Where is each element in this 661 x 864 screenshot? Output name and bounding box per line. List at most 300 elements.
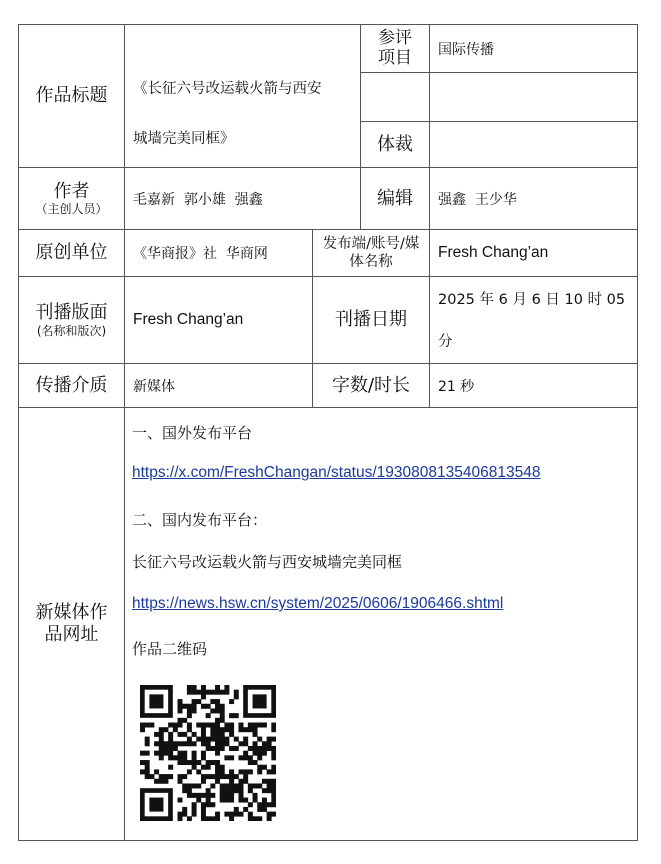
qr-module [210,723,215,728]
medium-value-text: 新媒体 [133,378,175,395]
eval-extra-value-blank [430,73,637,121]
genre-label-text: 体裁 [377,133,413,155]
qr-module [220,708,225,713]
date-label [313,277,429,363]
qr-module [262,779,267,784]
qr-module [206,798,211,803]
qr-module [168,755,173,760]
qr-module [271,769,276,774]
qr-module [187,769,192,774]
qr-module [201,816,206,821]
qr-module [271,723,276,728]
qr-module [253,751,258,756]
qr-module [234,788,239,793]
qr-module [262,723,267,728]
qr-module [196,699,201,704]
qr-module [159,751,164,756]
qr-module [201,807,206,812]
qr-module [215,741,220,746]
qr-module [206,816,211,821]
qr-module [257,723,262,728]
qr-module [224,723,229,728]
qr-module [234,812,239,817]
qr-module [210,793,215,798]
qr-module [229,774,234,779]
qr-module [224,741,229,746]
qr-module [206,774,211,779]
domestic-title: 长征六号改运载火箭与西安城墙完美同框 [132,553,403,571]
qr-module [243,755,248,760]
qr-module [210,760,215,765]
qr-module [257,755,262,760]
qr-module [271,783,276,788]
url-label [19,408,124,840]
date-line-2: 分 [438,334,453,350]
qr-module [210,737,215,742]
qr-module [215,769,220,774]
qr-module [201,779,206,784]
publisher-label-text: 发布端/账号/媒体名称 [322,235,420,270]
qr-module [182,783,187,788]
qr-module [215,779,220,784]
qr-module [262,741,267,746]
eval-item-label [361,25,429,72]
qr-module [220,746,225,751]
qr-module [201,793,206,798]
work-title-line-1: 《长征六号改运载火箭与西安 [133,81,322,97]
qr-module [192,751,197,756]
qr-module [229,713,234,718]
qr-module [187,727,192,732]
qr-module [238,727,243,732]
qr-module [154,732,159,737]
qr-module [182,732,187,737]
qr-module [229,788,234,793]
qr-module [182,760,187,765]
qr-module [140,723,145,728]
qr-module [243,727,248,732]
qr-module [224,727,229,732]
qr-module [163,741,168,746]
title-label [19,25,124,167]
qr-module [238,788,243,793]
qr-module [178,732,183,737]
qr-module [178,718,183,723]
unit-value-text: 《华商报》社 华商网 [133,246,268,262]
qr-module [229,816,234,821]
qr-module [234,746,239,751]
qr-module [215,699,220,704]
qr-module [163,774,168,779]
qr-module [149,798,163,812]
editor-label-text: 编辑 [377,187,413,209]
qr-module [271,746,276,751]
domestic-heading: 二、国内发布平台： [132,511,268,529]
qr-module [168,737,173,742]
qr-module [253,760,258,765]
qr-module [187,713,192,718]
qr-module [229,732,234,737]
qr-module [149,774,154,779]
qr-module [196,793,201,798]
qr-module [238,741,243,746]
qr-module [149,723,154,728]
qr-module [271,755,276,760]
qr-module [182,741,187,746]
qr-module [182,807,187,812]
qr-module [243,779,248,784]
qr-module [192,732,197,737]
qr-module [159,774,164,779]
qr-module [267,812,272,817]
qr-module [163,779,168,784]
qr-module [243,741,248,746]
eval-extra-blank [361,73,429,121]
qr-module [253,816,258,821]
qr-module [140,769,145,774]
qr-module [187,816,192,821]
unit-value [125,230,312,276]
table-line [124,24,125,841]
work-title-line-2: 城墙完美同框》 [133,131,235,147]
qr-module [238,812,243,817]
qr-module [178,723,183,728]
qr-module [201,751,206,756]
qr-module [262,798,267,803]
qr-module [192,802,197,807]
qr-module [159,755,164,760]
qr-module [182,788,187,793]
qr-module [159,727,164,732]
qr-module [229,812,234,817]
qr-module [201,694,206,699]
qr-module [248,746,253,751]
qr-module [178,812,183,817]
qr-module [201,812,206,817]
qr-module [168,765,173,770]
qr-module [182,774,187,779]
qr-module [140,751,145,756]
qr-module [182,751,187,756]
qr-module [224,774,229,779]
qr-module [238,783,243,788]
qr-module [182,812,187,817]
eval-item-label-text: 参评项目 [378,27,412,68]
qr-module [187,788,192,793]
qr-module [257,816,262,821]
qr-module [206,802,211,807]
qr-module [178,760,183,765]
publisher-value-text: Fresh Chang’an [438,244,549,261]
qr-module [145,760,150,765]
qr-module [215,690,220,695]
qr-module [206,788,211,793]
qr-module [192,755,197,760]
qr-module [187,737,192,742]
qr-module [267,788,272,793]
foreign-heading: 一、国外发布平台 [132,424,253,442]
qr-module [271,737,276,742]
qr-module [257,802,262,807]
qr-module [220,793,225,798]
qr-module [178,699,183,704]
qr-module [243,769,248,774]
qr-module [248,760,253,765]
qr-module [271,793,276,798]
qr-module [192,783,197,788]
qr-module [220,718,225,723]
qr-label: 作品二维码 [132,640,208,658]
qr-module [257,746,262,751]
length-value [430,364,637,407]
qr-module [267,783,272,788]
domestic-url-link[interactable]: https://news.hsw.cn/system/2025/0606/1906466.shtml [132,595,504,612]
url-label-text: 新媒体作品网址 [35,602,108,645]
qr-module [201,755,206,760]
qr-module [229,723,234,728]
qr-module [168,741,173,746]
qr-module [220,737,225,742]
qr-module [229,755,234,760]
qr-module [206,723,211,728]
qr-module [210,774,215,779]
qr-module [187,708,192,713]
qr-module [224,788,229,793]
qr-module [187,783,192,788]
qr-module [178,704,183,709]
qr-module [229,783,234,788]
qr-module [220,765,225,770]
qr-module [243,774,248,779]
qr-module [206,713,211,718]
qr-module [145,769,150,774]
qr-module [192,685,197,690]
qr-module [173,723,178,728]
qr-module [215,760,220,765]
foreign-url-link[interactable]: https://x.com/FreshChangan/status/1930808135406813548 [132,464,541,481]
qr-module [206,737,211,742]
qr-module [229,746,234,751]
qr-module [201,723,206,728]
qr-module [215,723,220,728]
qr-module [267,737,272,742]
qr-module [220,704,225,709]
qr-module [215,812,220,817]
section-value [125,277,312,363]
qr-module [140,760,145,765]
qr-module [178,708,183,713]
qr-module [248,802,253,807]
qr-module [163,751,168,756]
publisher-label [313,230,429,276]
qr-module [229,699,234,704]
qr-module [267,802,272,807]
date-label-text: 刊播日期 [335,309,407,331]
qr-module [257,783,262,788]
qr-module [145,723,150,728]
qr-module [168,751,173,756]
length-label [313,364,429,407]
qr-module [267,741,272,746]
qr-module [220,732,225,737]
qr-module [224,685,229,690]
qr-module [253,694,267,708]
qr-module [196,723,201,728]
qr-module [206,765,211,770]
qr-module [224,793,229,798]
qr-module [168,774,173,779]
editors [430,168,637,229]
qr-module [253,727,258,732]
qr-module [173,755,178,760]
qr-module [154,741,159,746]
qr-module [238,793,243,798]
qr-module [163,727,168,732]
qr-module [215,704,220,709]
qr-module [215,685,220,690]
unit-label-text: 原创单位 [35,242,108,264]
eval-item-value [430,25,637,72]
qr-module [224,755,229,760]
qr-module [262,751,267,756]
qr-module [210,690,215,695]
qr-module [159,741,164,746]
qr-module [253,798,258,803]
date-value [438,286,636,370]
title-label-text: 作品标题 [35,85,108,107]
genre-value [430,122,637,167]
qr-module [220,774,225,779]
qr-module [173,727,178,732]
qr-module [253,746,258,751]
qr-module [178,751,183,756]
qr-module [262,765,267,770]
qr-module [210,816,215,821]
qr-module [215,765,220,770]
qr-module [173,741,178,746]
qr-module [253,741,258,746]
qr-module [257,737,262,742]
qr-module [182,704,187,709]
qr-module [182,755,187,760]
medium-value [125,364,312,407]
qr-module [201,704,206,709]
qr-module [234,774,239,779]
qr-module [201,765,206,770]
qr-module [220,727,225,732]
qr-module [192,793,197,798]
qr-module [248,816,253,821]
qr-module [229,769,234,774]
qr-module [140,727,145,732]
qr-module [267,769,272,774]
qr-module [224,690,229,695]
author-label-text: 作者 [53,180,90,202]
qr-module [210,708,215,713]
qr-module [182,718,187,723]
qr-module [196,690,201,695]
qr-module [220,788,225,793]
qr-module [238,723,243,728]
author-label [19,168,124,229]
qr-module [248,769,253,774]
unit-label [19,230,124,276]
qr-module [267,746,272,751]
qr-module [257,769,262,774]
qr-module [220,783,225,788]
qr-module [271,798,276,803]
qr-module [201,741,206,746]
section-value-text: Fresh Chang’an [133,311,244,328]
qr-module [234,783,239,788]
qr-module [234,690,239,695]
qr-module [220,769,225,774]
qr-module [196,783,201,788]
qr-module [201,774,206,779]
qr-module [234,713,239,718]
qr-module [215,751,220,756]
qr-module [262,802,267,807]
qr-module [206,746,211,751]
qr-module [159,732,164,737]
medium-label [19,364,124,407]
qr-module [173,746,178,751]
qr-module [206,690,211,695]
qr-module [248,755,253,760]
qr-module [248,812,253,817]
qr-module [215,732,220,737]
qr-module [229,779,234,784]
qr-module [267,816,272,821]
qr-module [243,751,248,756]
editor-label [361,168,429,229]
qr-module [248,783,253,788]
qr-module [187,704,192,709]
qr-module [187,793,192,798]
section-label-sub: (名称和版次) [36,323,107,338]
qr-code-image [140,685,276,821]
qr-module [168,732,173,737]
qr-module [154,769,159,774]
qr-module [159,779,164,784]
qr-module [224,783,229,788]
qr-module [253,723,258,728]
qr-module [201,802,206,807]
qr-module [210,727,215,732]
qr-module [206,760,211,765]
qr-module [253,783,258,788]
qr-module [220,741,225,746]
qr-module [271,812,276,817]
qr-module [206,704,211,709]
qr-module [192,708,197,713]
qr-module [271,727,276,732]
qr-module [243,807,248,812]
date-line-1: 2025 年 6 月 6 日 10 时 05 [438,292,626,308]
genre-label [361,122,429,167]
qr-module [192,765,197,770]
qr-module [238,755,243,760]
qr-module [215,727,220,732]
qr-module [145,741,150,746]
authors [125,168,360,229]
qr-module [149,694,163,708]
qr-module [257,765,262,770]
qr-module [201,737,206,742]
authors-text: 毛嘉新 郭小雄 强鑫 [133,191,263,208]
qr-module [271,751,276,756]
section-label [19,277,124,363]
